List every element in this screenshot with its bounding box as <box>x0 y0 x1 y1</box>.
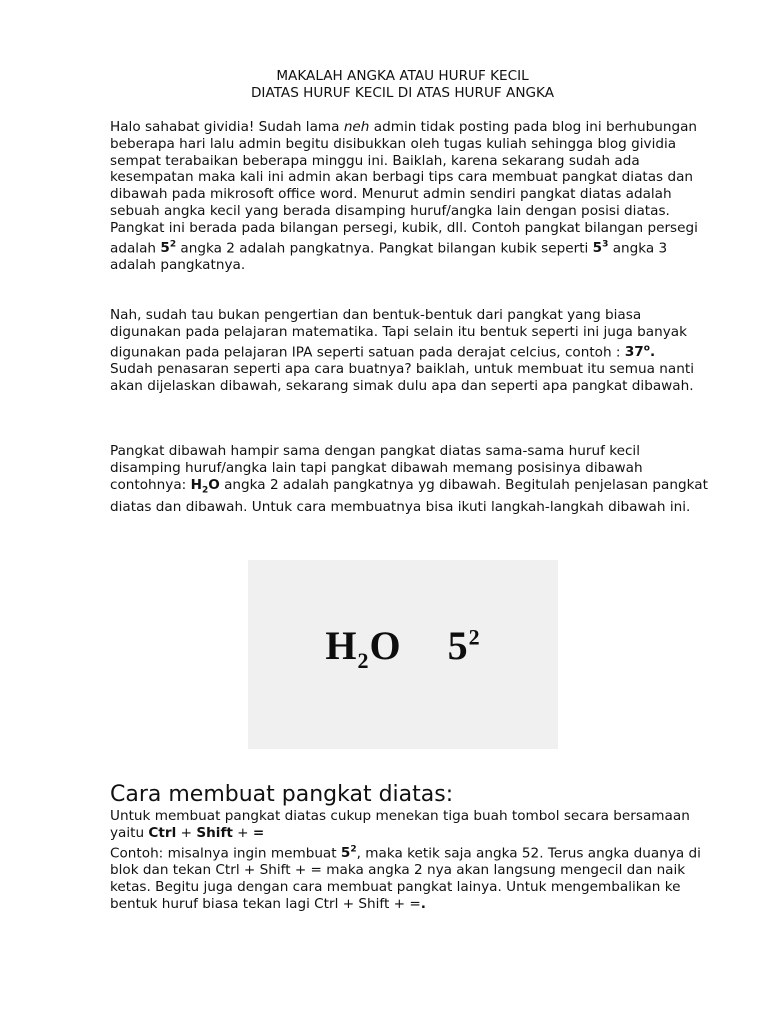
example-cube: $5^3$ <box>592 239 609 257</box>
example-square: $5^2$ <box>160 239 177 257</box>
example-h2o: $H_2O$ <box>190 476 220 496</box>
key-ctrl: Ctrl <box>148 824 177 841</box>
key-equals: = <box>252 824 265 841</box>
paragraph-1: Halo sahabat gividia! Sudah lama neh admin tidak posting pada blog ini berhubungan beberapa hari lalu admin begitu disibukkan oleh tugas kuliah sehingga blog gividia sempat terabaikan beberapa minggu ini. Baiklah, karena sekarang sudah ada kesempatan maka kali ini admin akan berbagi tips cara membuat pangkat diatas dan dibawah pada mikrosoft office word. Menurut admin sendiri pangkat diatas adalah sebuah angka kecil yang berada disamping huruf/angka lain dengan posisi diatas. Pangkat ini berada pada bilangan persegi, kubik, dll. Contoh pangkat bilangan persegi adalah $5^2$ angka 2 adalah pangkatnya. Pangkat bilangan kubik seperti $5^3$ angka 3 adalah pangkatnya. <box>110 119 698 273</box>
example-degree: 37$^o$. <box>624 343 656 361</box>
paragraph-2: Nah, sudah tau bukan pengertian dan bentuk-bentuk dari pangkat yang biasa digunakan pada pelajaran matematika. Tapi selain itu bentuk seperti ini juga banyak digunakan pada pelajaran IPA seperti satuan pada derajat celcius, contoh : 37$^o$. Sudah penasaran seperti apa cara buatnya? baiklah, untuk membuat itu semua nanti akan dijelaskan dibawah, sekarang simak dulu apa dan seperti apa pangkat dibawah. <box>110 307 710 395</box>
emphasis-neh: neh <box>343 119 370 135</box>
paragraph-3: Pangkat dibawah hampir sama dengan pangkat diatas sama-sama huruf kecil disamping huruf/angka lain tapi pangkat dibawah memang posisinya dibawah contohnya: $H_2O$ angka 2 adalah pangkatnya yg dibawah. Begitulah penjelasan pangkat diatas dan dibawah. Untuk cara membuatnya bisa ikuti langkah-langkah dibawah ini. <box>110 443 708 516</box>
example-power: $5^2$ <box>340 844 357 862</box>
title-line-2: DIATAS HURUF KECIL DI ATAS HURUF ANGKA <box>250 85 555 101</box>
example-image-text: $H_2O$ $5^2$ <box>325 623 481 673</box>
document-title <box>100 68 705 102</box>
example-image <box>248 560 558 749</box>
paragraph-2-continued: Sudah penasaran seperti apa cara buatnya? baiklah, untuk membuat itu semua nanti akan dijelaskan dibawah, sekarang simak dulu apa dan seperti apa pangkat dibawah. <box>110 360 694 394</box>
title-line-1: MAKALAH ANGKA ATAU HURUF KECIL <box>276 68 529 84</box>
key-shift: Shift <box>196 824 233 841</box>
paragraph-4: Untuk membuat pangkat diatas cukup menekan tiga buah tombol secara bersamaan yaitu Ctrl + Shift + = Contoh: misalnya ingin membuat $5^2$, maka ketik saja angka 52. Terus angka duanya di blok dan tekan Ctrl + Shift + = maka angka 2 nya akan langsung mengecil dan naik ketas. Begitu juga dengan cara membuat pangkat lainya. Untuk mengembalikan ke bentuk huruf biasa tekan lagi Ctrl + Shift + =. <box>110 808 701 912</box>
section-heading: Cara membuat pangkat diatas: <box>110 782 454 807</box>
